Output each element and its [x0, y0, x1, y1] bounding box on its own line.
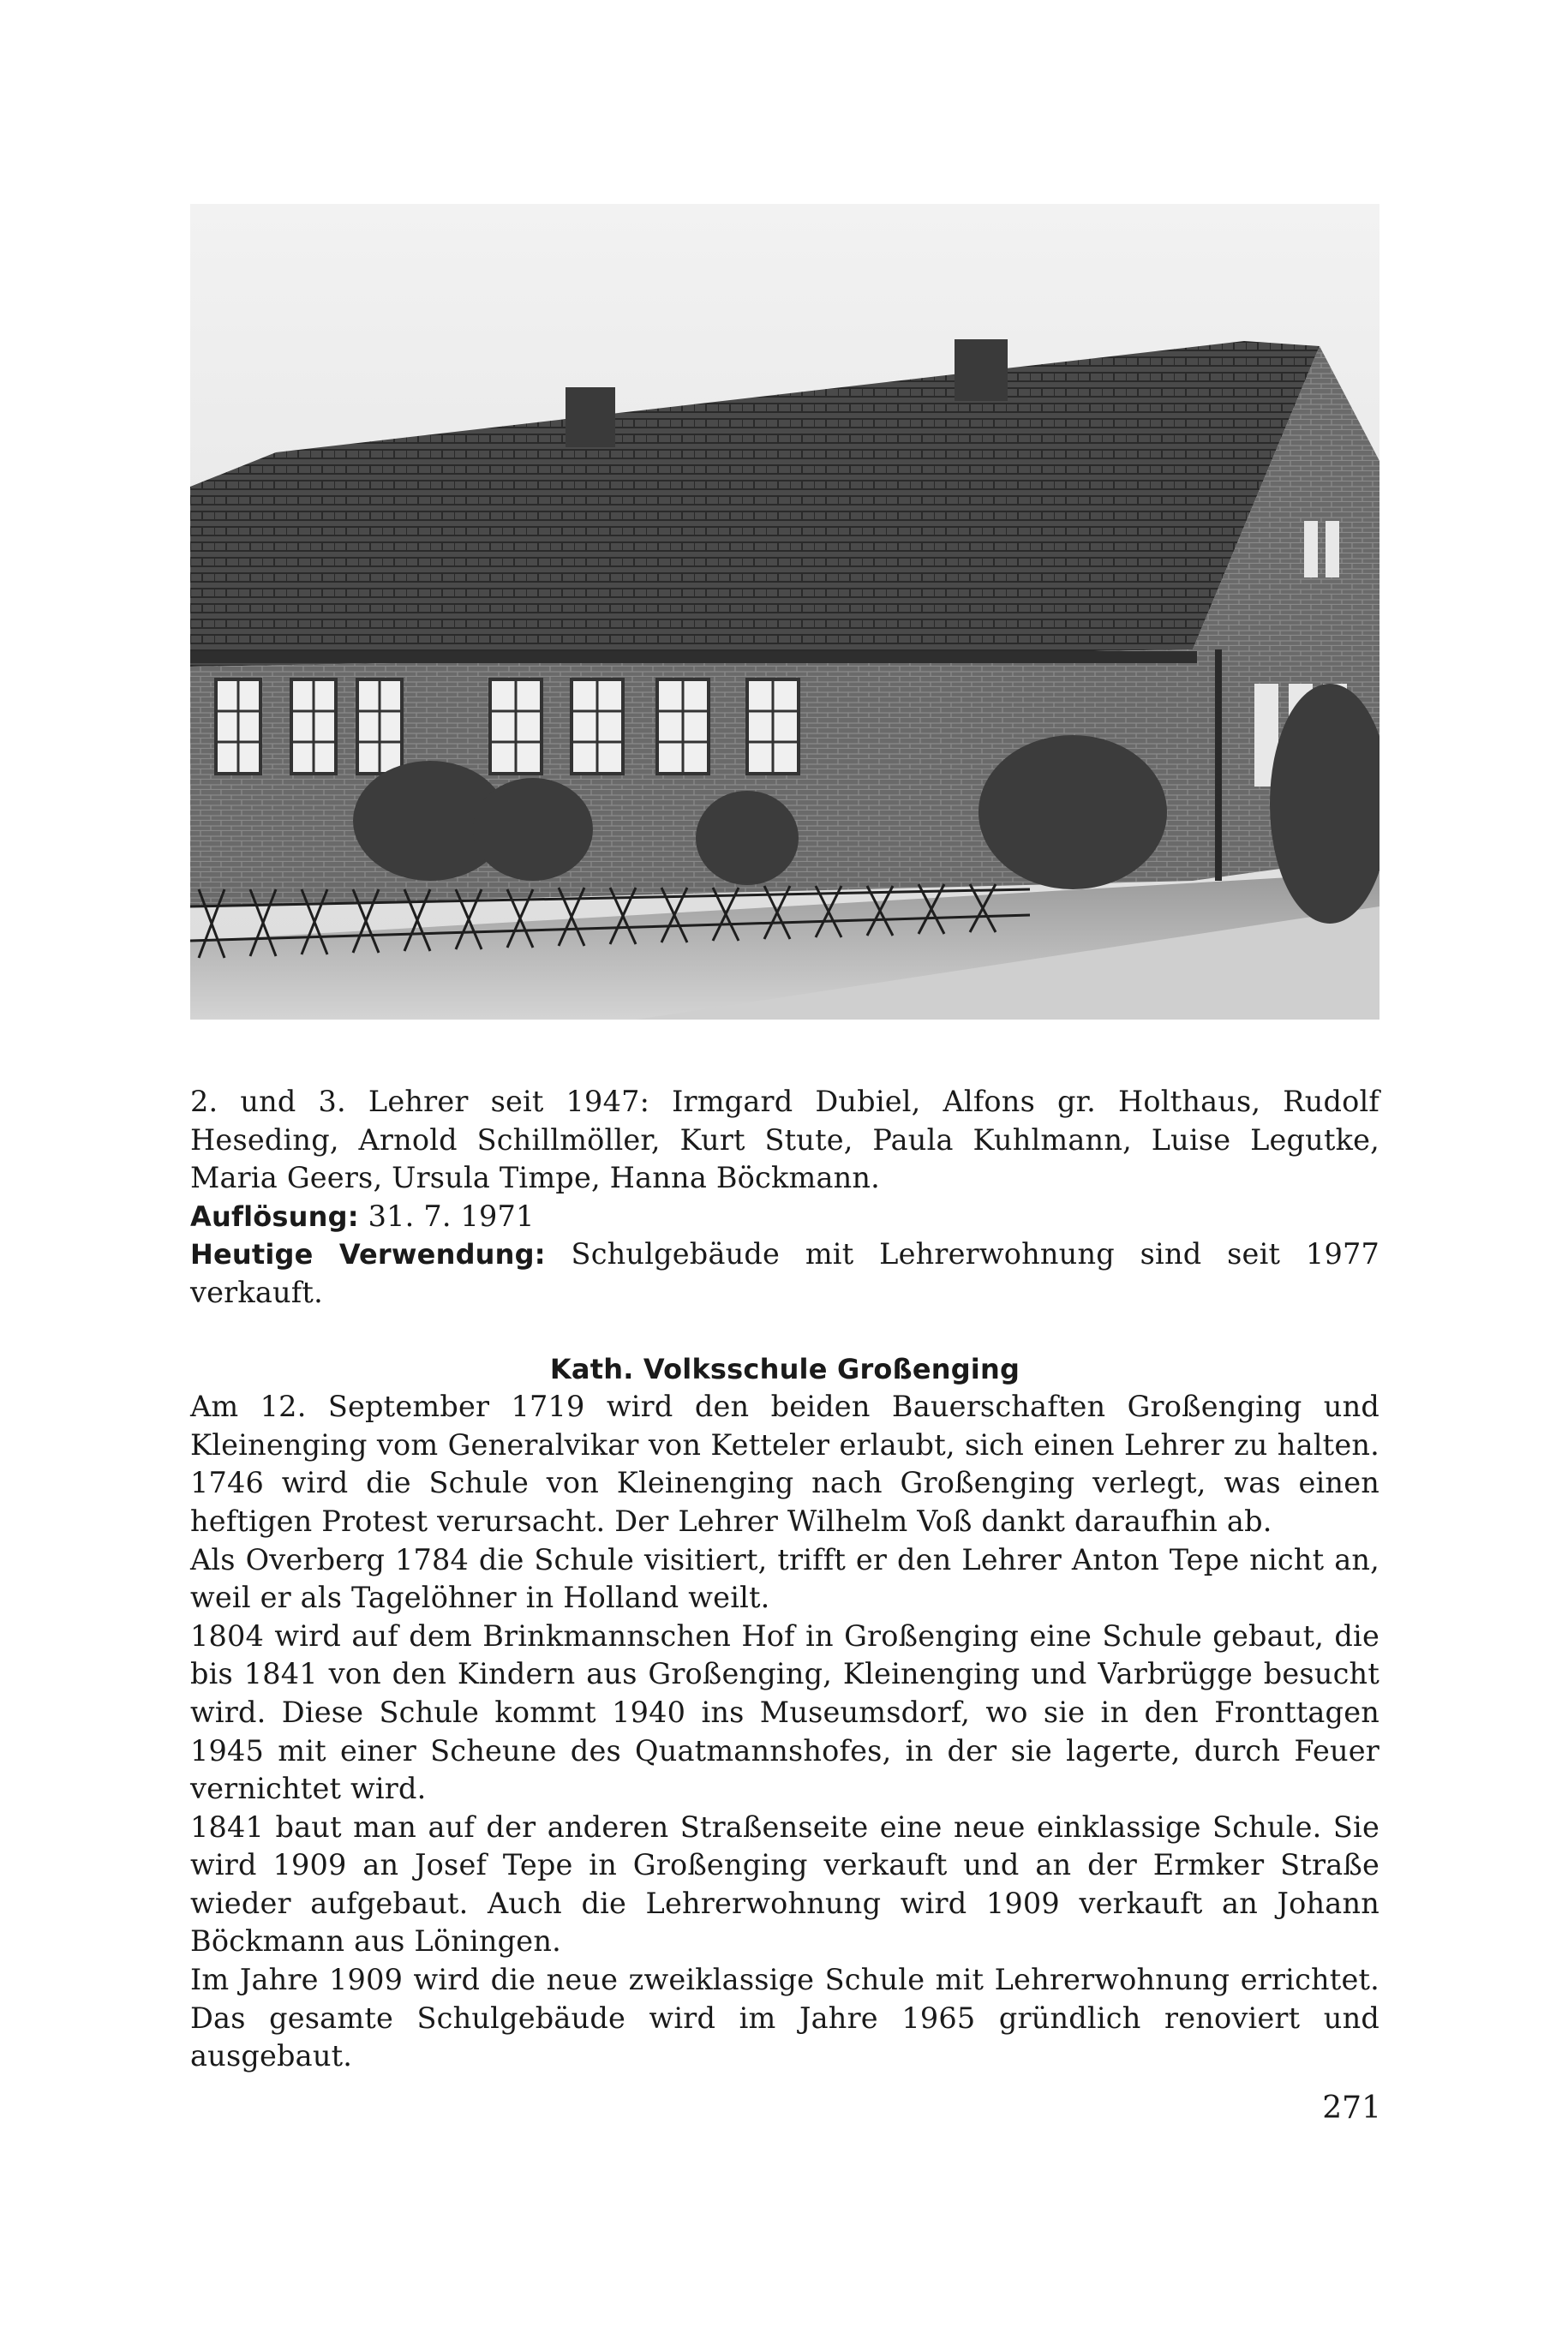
text-block	[190, 1083, 1379, 2076]
usage-label: Heutige Verwendung:	[190, 1238, 546, 1271]
section-paragraph: Als Overberg 1784 die Schule visitiert, trifft er den Lehrer Anton Tepe nicht an, weil er als Tagelöhner in Holland weilt.	[190, 1542, 1379, 1615]
school-building-photo	[190, 204, 1379, 1020]
dissolution-line	[190, 1198, 1379, 1236]
dissolution-value: 31. 7. 1971	[368, 1199, 535, 1233]
dissolution-label: Auflösung:	[190, 1199, 359, 1233]
usage-value: Schulgebäude mit Lehrerwohnung sind seit 1977 verkauft.	[190, 1237, 1379, 1309]
section-paragraph: 1804 wird auf dem Brinkmannschen Hof in Großenging eine Schule gebaut, die bis 1841 von den Kindern aus Großenging, Kleinenging und Varbrügge besucht wird. Diese Schule kommt 1940 ins Museumsdorf, wo sie in den Fronttagen 1945 mit einer Scheune des Quatmannshofes, in der sie lagerte, durch Feuer vernichtet wird.	[190, 1618, 1379, 1806]
page-number: 271	[1322, 2091, 1381, 2126]
section-heading: Kath. Volksschule Großenging	[549, 1352, 1020, 1385]
teachers-paragraph: 2. und 3. Lehrer seit 1947: Irmgard Dubiel, Alfons gr. Holthaus, Rudolf Heseding, Arnold Schillmöller, Kurt Stute, Paula Kuhlmann, Luise Legutke, Maria Geers, Ursula Timpe, Hanna Böckmann.	[190, 1085, 1379, 1195]
usage-line	[190, 1235, 1379, 1312]
section-paragraph: 1841 baut man auf der anderen Straßenseite eine neue einklassige Schule. Sie wird 1909 an Josef Tepe in Großenging verkauft und an der Ermker Straße wieder aufgebaut. Auch die Lehrerwohnung wird 1909 verkauft an Johann Böckmann aus Löningen.	[190, 1810, 1379, 1959]
section-paragraph: Am 12. September 1719 wird den beiden Bauerschaften Großenging und Kleinenging vom Generalvikar von Ketteler erlaubt, sich einen Lehrer zu halten. 1746 wird die Schule von Kleinenging nach Großenging verlegt, was einen heftigen Protest verursacht. Der Lehrer Wilhelm Voß dankt daraufhin ab.	[190, 1390, 1379, 1538]
section-paragraph: Im Jahre 1909 wird die neue zweiklassige Schule mit Lehrerwohnung errichtet. Das gesamte Schulgebäude wird im Jahre 1965 gründlich renoviert und ausgebaut.	[190, 1963, 1379, 2073]
